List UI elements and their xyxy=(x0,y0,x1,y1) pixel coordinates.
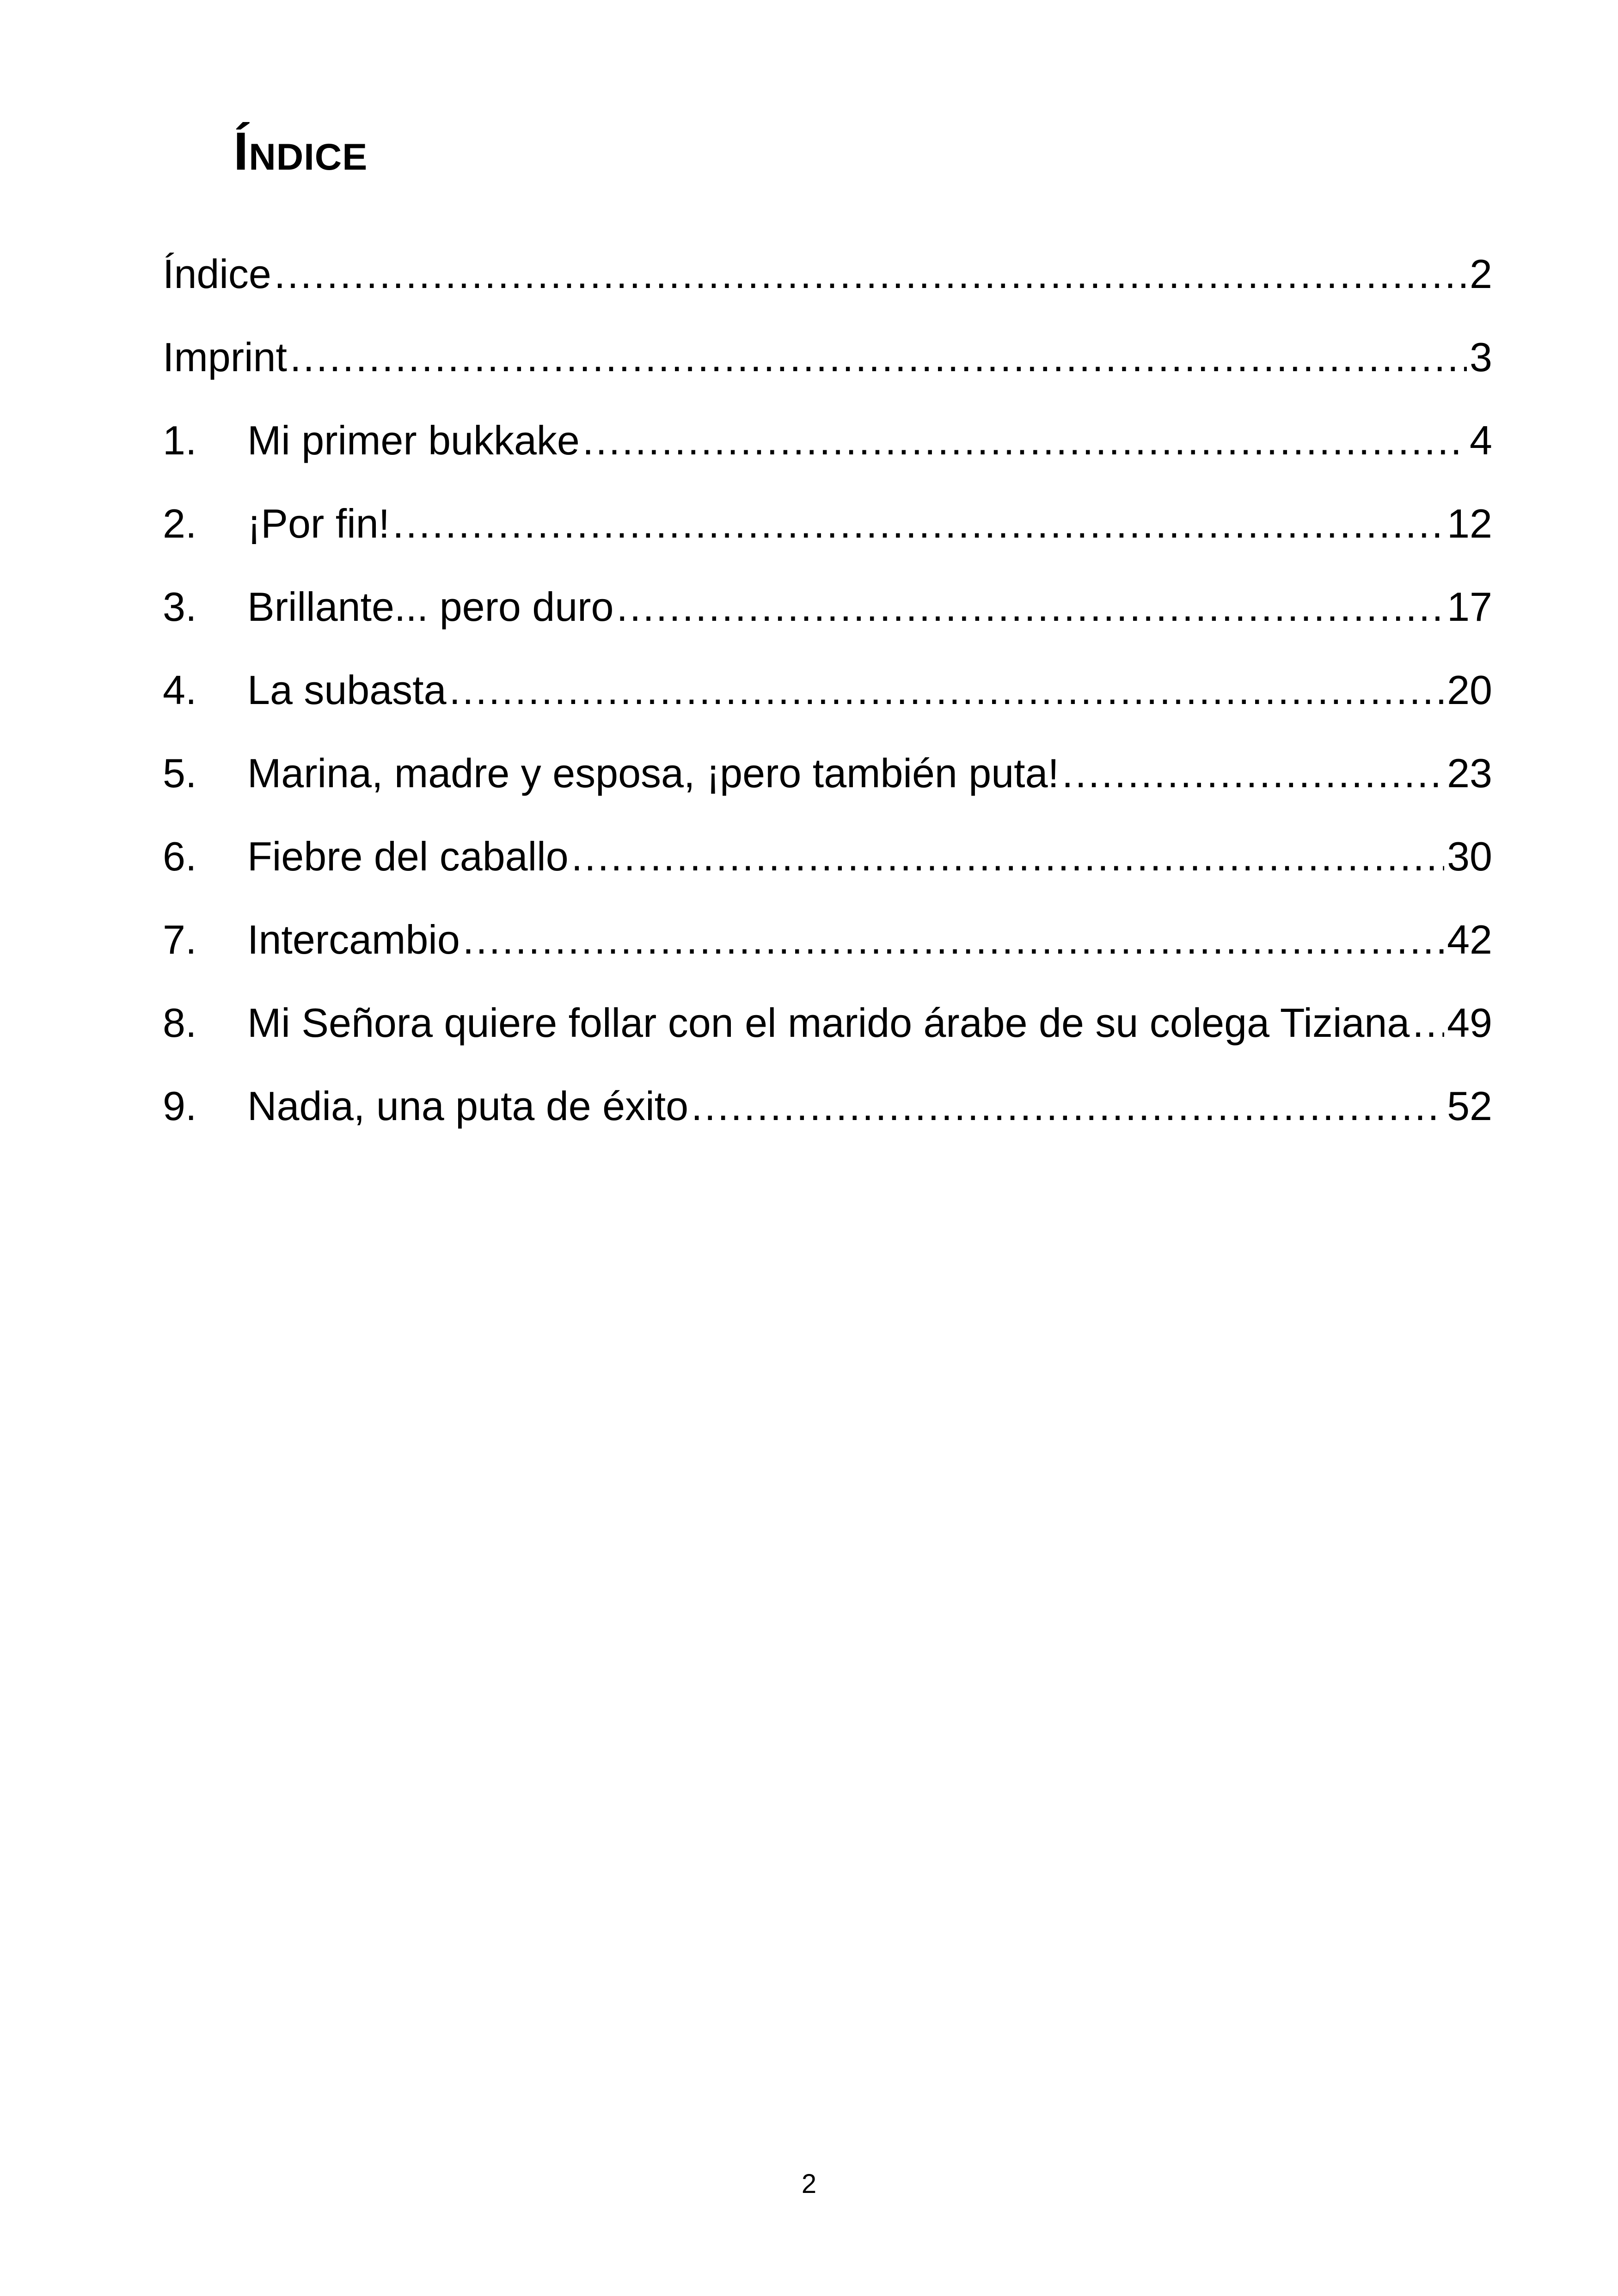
toc-page-number: 42 xyxy=(1447,917,1492,962)
toc-entry-label: La subasta xyxy=(247,667,447,713)
toc-entry-indice[interactable] xyxy=(163,250,1492,333)
toc-entry-imprint[interactable] xyxy=(163,333,1492,416)
toc-entry-label: Fiebre del caballo xyxy=(247,833,569,879)
toc-dot-leader xyxy=(1062,749,1444,798)
toc-page-number: 52 xyxy=(1447,1083,1492,1129)
toc-entry-number: 3. xyxy=(163,584,197,630)
toc-entry-label: Intercambio xyxy=(247,917,460,962)
toc-entry-chapter-5[interactable] xyxy=(163,749,1492,832)
toc-entry-number: 5. xyxy=(163,750,197,796)
toc-page-number: 2 xyxy=(1470,251,1492,297)
toc-entry-label: Imprint xyxy=(163,334,287,380)
page-title: Índice xyxy=(233,121,368,181)
toc-dot-leader xyxy=(691,1082,1444,1131)
toc-dot-leader xyxy=(571,832,1444,881)
toc-entry-label: Marina, madre y esposa, ¡pero también puta! xyxy=(247,750,1060,796)
toc-entry-chapter-9[interactable] xyxy=(163,1082,1492,1165)
page-number: 2 xyxy=(801,2169,817,2199)
toc-entry-number: 9. xyxy=(163,1083,197,1129)
toc-entry-number: 7. xyxy=(163,917,197,962)
toc-entry-number: 1. xyxy=(163,417,197,463)
toc-page-number: 17 xyxy=(1447,584,1492,630)
toc-dot-leader xyxy=(392,499,1444,548)
toc-dot-leader xyxy=(449,666,1445,715)
toc-entry-label: Mi primer bukkake xyxy=(247,417,580,463)
toc-page-number: 20 xyxy=(1447,667,1492,713)
toc-page-number: 30 xyxy=(1447,833,1492,879)
toc-entry-chapter-7[interactable] xyxy=(163,915,1492,998)
toc-entry-label: Brillante... pero duro xyxy=(247,584,614,630)
toc-entry-chapter-2[interactable] xyxy=(163,499,1492,582)
toc-dot-leader xyxy=(616,582,1444,631)
toc-page-number: 12 xyxy=(1447,501,1492,546)
toc-entry-chapter-4[interactable] xyxy=(163,666,1492,749)
toc-entry-number: 8. xyxy=(163,1000,197,1046)
toc-dot-leader xyxy=(1412,998,1444,1047)
toc-page-number: 49 xyxy=(1447,1000,1492,1046)
table-of-contents xyxy=(163,250,1492,1165)
toc-entry-chapter-6[interactable] xyxy=(163,832,1492,915)
toc-dot-leader xyxy=(463,915,1444,964)
toc-page-number: 3 xyxy=(1470,334,1492,380)
toc-entry-number: 6. xyxy=(163,833,197,879)
toc-entry-chapter-3[interactable] xyxy=(163,582,1492,666)
toc-dot-leader xyxy=(582,416,1467,465)
toc-entry-chapter-8[interactable] xyxy=(163,998,1492,1082)
toc-entry-label: Índice xyxy=(163,251,271,297)
toc-entry-number: 2. xyxy=(163,501,197,546)
toc-page-number: 4 xyxy=(1470,417,1492,463)
toc-entry-number: 4. xyxy=(163,667,197,713)
toc-dot-leader xyxy=(290,333,1467,382)
toc-entry-chapter-1[interactable] xyxy=(163,416,1492,499)
toc-dot-leader xyxy=(274,250,1467,299)
toc-page-number: 23 xyxy=(1447,750,1492,796)
toc-entry-label: Nadia, una puta de éxito xyxy=(247,1083,689,1129)
toc-entry-label: ¡Por fin! xyxy=(247,501,390,546)
toc-entry-label: Mi Señora quiere follar con el marido árabe de su colega Tiziana xyxy=(247,1000,1410,1046)
